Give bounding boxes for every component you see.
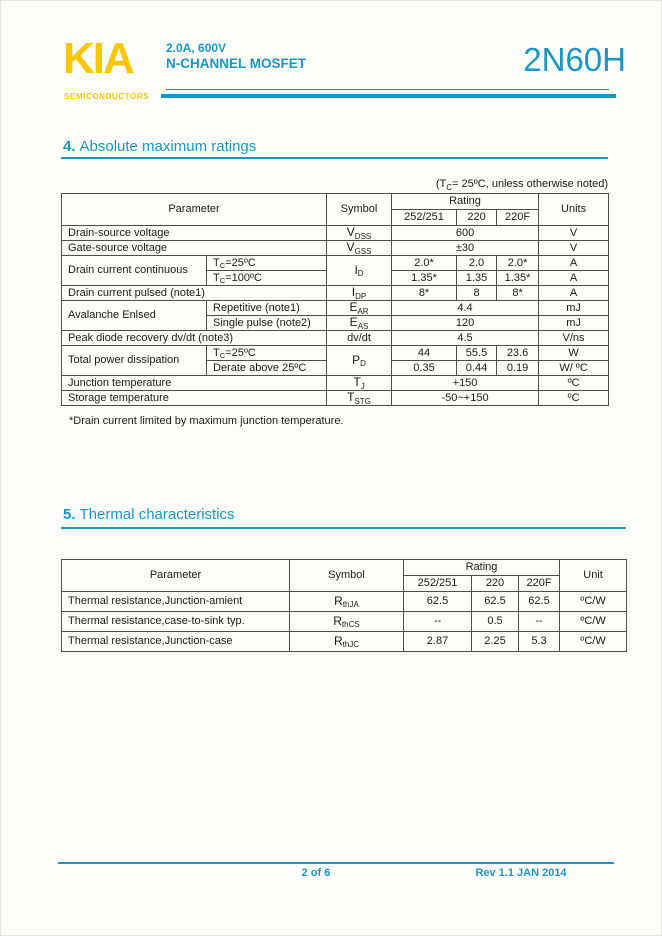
product-subtitle-line2: N-CHANNEL MOSFET	[166, 56, 306, 71]
symbol-cell	[327, 331, 392, 346]
note-text-post: = 25ºC, unless otherwise noted)	[452, 178, 608, 190]
value-cell: ±30	[392, 241, 539, 256]
col-header-220f: 220F	[497, 210, 539, 226]
unit-cell: V	[539, 226, 609, 241]
cond-text: T	[213, 256, 220, 269]
table-footnote: *Drain current limited by maximum junction temperature.	[69, 415, 344, 427]
unit-cell: ºC	[539, 391, 609, 406]
sym-subscript: D	[360, 359, 366, 369]
unit-cell: ºC/W	[560, 632, 627, 652]
sym-subscript: GSS	[354, 246, 372, 256]
table-row	[62, 256, 609, 271]
value-cell: 0.44	[457, 361, 497, 376]
value-cell: 2.0*	[392, 256, 457, 271]
value-cell: 44	[392, 346, 457, 361]
col-header-rating: Rating	[392, 194, 539, 210]
section-number: 5.	[63, 506, 76, 523]
unit-cell: V	[539, 241, 609, 256]
header-thin-rule	[166, 89, 609, 90]
abs-max-table	[61, 193, 609, 406]
value-cell: -50~+150	[392, 391, 539, 406]
unit-cell: V/ns	[539, 331, 609, 346]
col-header-symbol: Symbol	[327, 194, 392, 226]
sym-base: P	[352, 352, 361, 367]
sym-base: R	[333, 613, 342, 628]
param-cell: Thermal resistance,case-to-sink typ.	[62, 612, 290, 632]
col-header-252-251: 252/251	[392, 210, 457, 226]
value-cell: 0.5	[472, 612, 519, 632]
value-cell: 1.35*	[392, 271, 457, 286]
symbol-cell	[327, 301, 392, 316]
symbol-cell	[327, 286, 392, 301]
section-abs-max-heading	[63, 138, 256, 155]
sym-subscript: thJC	[342, 640, 360, 650]
value-cell: 55.5	[457, 346, 497, 361]
value-cell: 62.5	[404, 592, 472, 612]
section-number: 4.	[63, 138, 76, 155]
param-cell: Drain-source voltage	[62, 226, 327, 241]
brand-logo-subtext: SEMICONDUCTORS	[64, 92, 150, 101]
sym-subscript: AR	[357, 306, 369, 316]
table-header-row	[62, 560, 627, 576]
brand-logo: KIA	[63, 34, 133, 83]
condition-cell	[207, 316, 327, 331]
value-cell: 2.87	[404, 632, 472, 652]
value-cell: 5.3	[519, 632, 560, 652]
condition-cell	[207, 346, 327, 361]
symbol-cell	[327, 391, 392, 406]
cond-text: T	[213, 346, 220, 359]
value-cell: --	[404, 612, 472, 632]
value-cell: 62.5	[519, 592, 560, 612]
section-thermal-rule	[61, 527, 626, 529]
table-header-row	[62, 194, 609, 210]
param-cell: Peak diode recovery dv/dt (note3)	[62, 331, 327, 346]
section-thermal-heading	[63, 506, 235, 523]
condition-cell	[207, 256, 327, 271]
value-cell: 62.5	[472, 592, 519, 612]
value-cell: 600	[392, 226, 539, 241]
sym-base: T	[347, 390, 355, 405]
value-cell: 8*	[392, 286, 457, 301]
col-header-parameter: Parameter	[62, 560, 290, 592]
sym-base: dv/dt	[347, 331, 371, 344]
col-header-symbol: Symbol	[290, 560, 404, 592]
col-header-252-251: 252/251	[404, 576, 472, 592]
unit-cell: mJ	[539, 301, 609, 316]
table-row	[62, 331, 609, 346]
unit-cell: ºC/W	[560, 612, 627, 632]
table-row	[62, 346, 609, 361]
symbol-cell	[327, 226, 392, 241]
symbol-cell	[327, 256, 392, 286]
table-row	[62, 592, 627, 612]
unit-cell: ºC/W	[560, 592, 627, 612]
sym-subscript: DSS	[354, 231, 372, 241]
cond-text: Single pulse (note2)	[213, 316, 311, 329]
param-cell: Drain current pulsed (note1)	[62, 286, 327, 301]
sym-base: R	[333, 633, 343, 648]
sym-base: R	[334, 593, 343, 608]
sym-subscript: DP	[355, 291, 367, 301]
value-cell: 4.5	[392, 331, 539, 346]
sym-base: E	[349, 300, 358, 315]
cond-subscript: C	[219, 275, 226, 285]
symbol-cell	[290, 592, 404, 612]
value-cell: 2.0*	[497, 256, 539, 271]
table-row	[62, 286, 609, 301]
unit-cell: mJ	[539, 316, 609, 331]
value-cell: 2.25	[472, 632, 519, 652]
symbol-cell	[290, 632, 404, 652]
cond-subscript: C	[219, 350, 226, 360]
sym-base: T	[353, 375, 361, 390]
param-cell: Total power dissipation	[62, 346, 207, 376]
table-condition-note	[308, 178, 608, 190]
cond-text: Derate above 25ºC	[213, 361, 307, 374]
symbol-cell	[327, 376, 392, 391]
sym-subscript: thJA	[342, 600, 359, 610]
sym-base: I	[351, 285, 356, 300]
product-subtitle	[166, 41, 306, 72]
cond-text: Repetitive (note1)	[213, 301, 300, 314]
param-cell: Junction temperature	[62, 376, 327, 391]
table-row	[62, 632, 627, 652]
cond-subscript: C	[219, 260, 226, 270]
part-number: 2N60H	[523, 41, 626, 78]
cond-text-post: =25ºC	[225, 346, 256, 359]
value-cell: 4.4	[392, 301, 539, 316]
table-row	[62, 226, 609, 241]
sym-base: I	[354, 262, 358, 277]
col-header-unit: Unit	[560, 560, 627, 592]
header-thick-rule	[161, 94, 616, 98]
value-cell: 8	[457, 286, 497, 301]
unit-cell: W/ ºC	[539, 361, 609, 376]
col-header-rating: Rating	[404, 560, 560, 576]
cond-text: T	[213, 271, 220, 284]
value-cell: 1.35	[457, 271, 497, 286]
sym-subscript: AS	[357, 321, 369, 331]
unit-cell: W	[539, 346, 609, 361]
unit-cell: A	[539, 256, 609, 271]
section-abs-max-rule	[61, 157, 608, 159]
col-header-parameter: Parameter	[62, 194, 327, 226]
param-cell: Thermal resistance,Junction-amient	[62, 592, 290, 612]
table-row	[62, 241, 609, 256]
note-text: (T	[435, 178, 447, 190]
col-header-220: 220	[457, 210, 497, 226]
table-row	[62, 376, 609, 391]
param-cell: Thermal resistance,Junction-case	[62, 632, 290, 652]
value-cell: 8*	[497, 286, 539, 301]
col-header-units: Units	[539, 194, 609, 226]
symbol-cell	[327, 346, 392, 376]
param-cell: Gate-source voltage	[62, 241, 327, 256]
value-cell: 1.35*	[497, 271, 539, 286]
thermal-table	[61, 559, 627, 652]
value-cell: +150	[392, 376, 539, 391]
value-cell: 120	[392, 316, 539, 331]
value-cell: 0.19	[497, 361, 539, 376]
cond-text-post: =25ºC	[225, 256, 256, 269]
sym-subscript: thCS	[341, 620, 360, 630]
sym-base: E	[349, 315, 358, 330]
unit-cell: ºC	[539, 376, 609, 391]
table-row	[62, 391, 609, 406]
cond-text-post: =100ºC	[225, 271, 262, 284]
sym-base: V	[346, 225, 355, 240]
value-cell: 0.35	[392, 361, 457, 376]
col-header-220f: 220F	[519, 576, 560, 592]
value-cell: 23.6	[497, 346, 539, 361]
section-title: Thermal characteristics	[79, 506, 235, 523]
note-subscript: C	[446, 182, 453, 192]
table-row	[62, 612, 627, 632]
col-header-220: 220	[472, 576, 519, 592]
table-row	[62, 301, 609, 316]
footer-rule	[58, 862, 614, 864]
section-title: Absolute maximum ratings	[79, 138, 257, 155]
condition-cell	[207, 271, 327, 286]
sym-subscript: J	[360, 381, 365, 391]
footer-page-number: 2 of 6	[301, 867, 331, 879]
unit-cell: A	[539, 271, 609, 286]
condition-cell	[207, 361, 327, 376]
sym-base: V	[346, 240, 355, 255]
footer-revision: Rev 1.1 JAN 2014	[475, 867, 567, 879]
value-cell: 2.0	[457, 256, 497, 271]
param-cell: Avalanche Enlsed	[62, 301, 207, 331]
sym-subscript: STG	[354, 396, 371, 406]
symbol-cell	[290, 612, 404, 632]
param-cell: Drain current continuous	[62, 256, 207, 286]
unit-cell: A	[539, 286, 609, 301]
param-cell: Storage temperature	[62, 391, 327, 406]
symbol-cell	[327, 316, 392, 331]
product-subtitle-line1: 2.0A, 600V	[166, 41, 227, 55]
sym-subscript: D	[357, 269, 364, 279]
symbol-cell	[327, 241, 392, 256]
value-cell: --	[519, 612, 560, 632]
condition-cell	[207, 301, 327, 316]
